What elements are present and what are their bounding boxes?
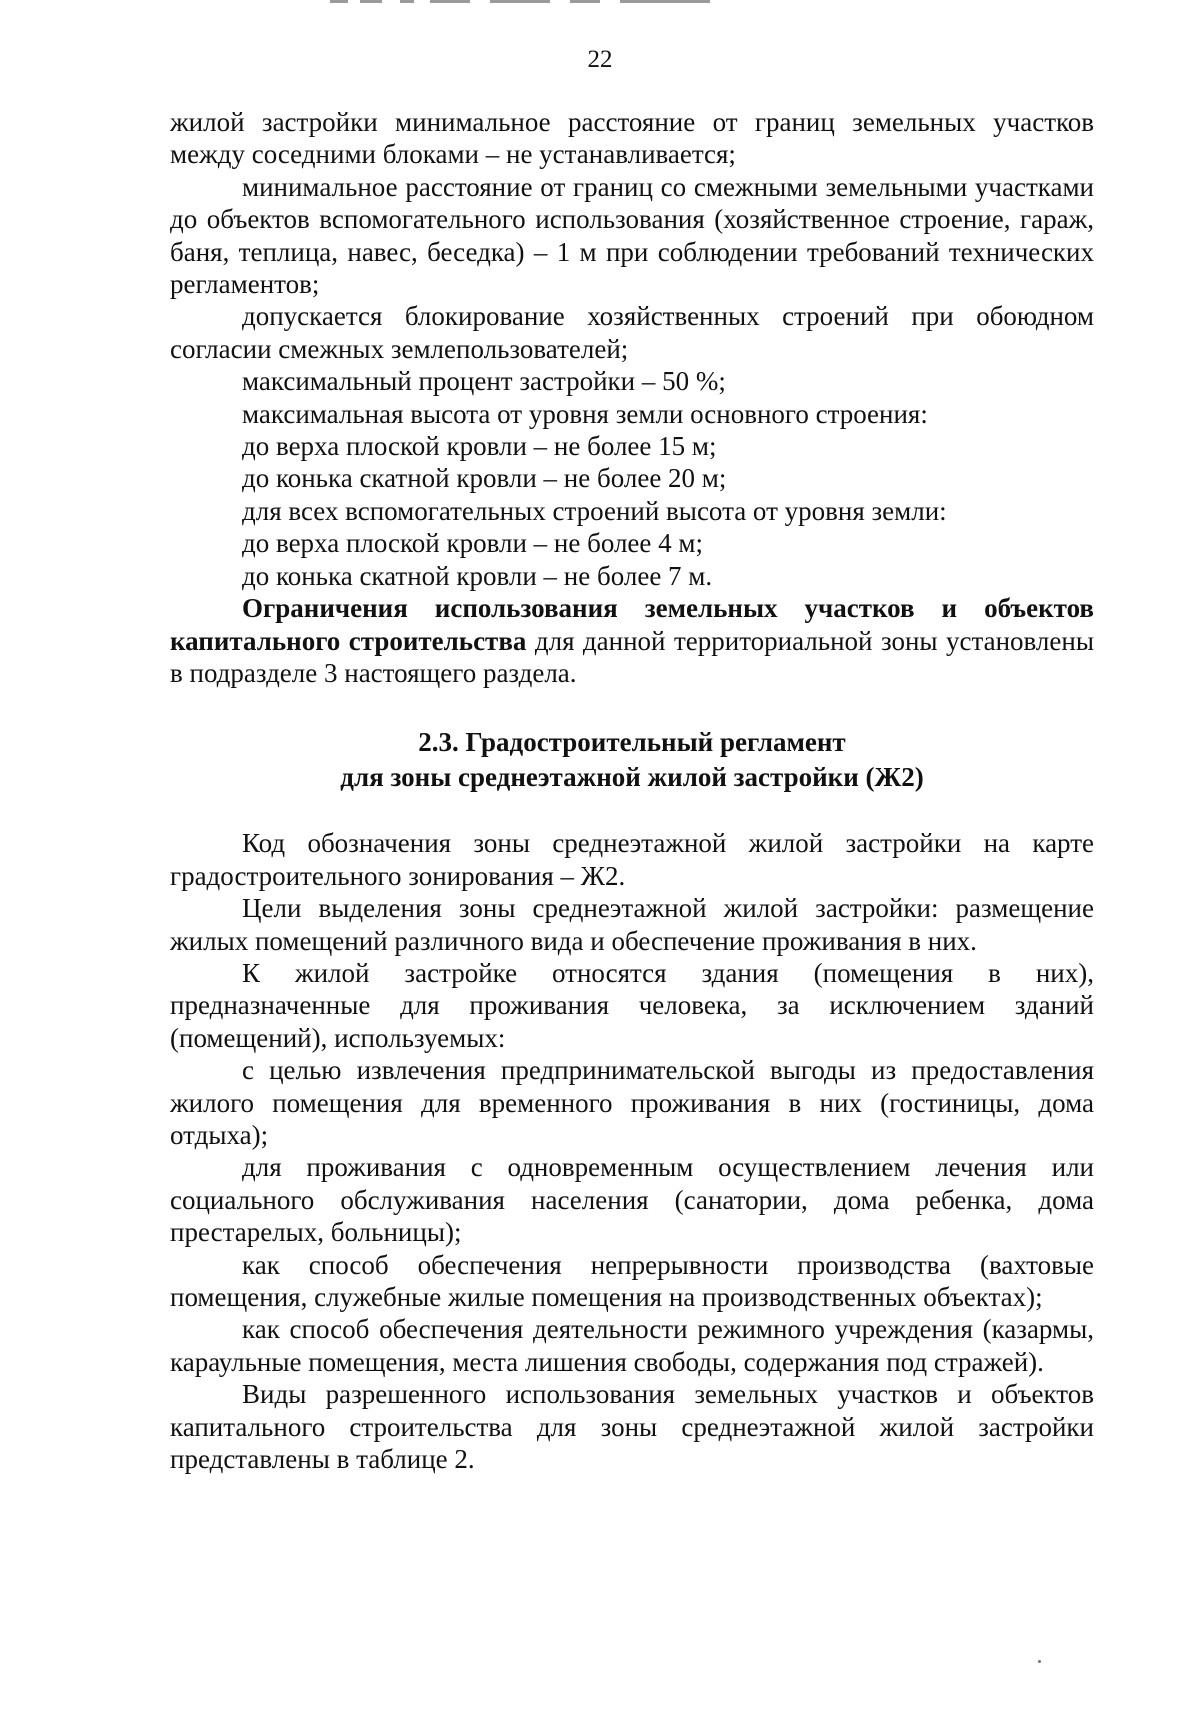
restrictions-paragraph [170, 592, 1094, 689]
paragraph: Виды разрешенного использования земельных участков и объектов капитального строительства для зоны среднеэтажной жилой застройки представлены в таблице 2. [170, 1379, 1094, 1475]
scan-artifact [330, 0, 750, 6]
paragraph: жилой застройки минимальное расстояние от границ земельных участков между соседними блоками – не устанавливается; [170, 107, 1094, 170]
paragraph: К жилой застройке относятся здания (помещения в них), предназначенные для проживания человека, за исключением зданий (помещений), используемых: [170, 957, 1094, 1053]
section-heading-line-1: 2.3. Градостроительный регламент [418, 727, 846, 758]
paragraph: Цели выделения зоны среднеэтажной жилой застройки: размещение жилых помещений различного вида и обеспечение проживания в них. [170, 893, 1094, 956]
paragraph: допускается блокирование хозяйственных строений при обоюдном согласии смежных землепользователей; [170, 301, 1094, 364]
paragraph: до верха плоской кровли – не более 15 м; [242, 431, 717, 462]
paragraph: минимальное расстояние от границ со смежными земельными участками до объектов вспомогательного использования (хозяйственное строение, гараж, баня, теплица, навес, беседка) – 1 м при соблюдении требований технических регламентов; [170, 171, 1094, 300]
page-number: 22 [587, 46, 613, 73]
paragraph: Код обозначения зоны среднеэтажной жилой застройки на карте градостроительного зонирования – Ж2. [170, 828, 1094, 891]
paragraph: как способ обеспечения непрерывности производства (вахтовые помещения, служебные жилые помещения на производственных объектах); [170, 1249, 1094, 1312]
restrictions-bold-lead: Ограничения использования земельных участков и объектов капитального строительства [170, 593, 1094, 656]
paragraph: до конька скатной кровли – не более 7 м. [242, 560, 713, 591]
paragraph: для всех вспомогательных строений высота от уровня земли: [242, 495, 947, 526]
document-body [170, 106, 1094, 1475]
paragraph: максимальная высота от уровня земли основного строения: [242, 398, 928, 429]
restrictions-rest: для данной территориальной зоны установлены в подразделе 3 настоящего раздела. [170, 625, 1094, 688]
paragraph: до конька скатной кровли – не более 20 м; [242, 463, 727, 494]
scan-speck [1038, 1660, 1041, 1663]
paragraph: до верха плоской кровли – не более 4 м; [242, 528, 703, 559]
section-heading-line-2: для зоны среднеэтажной жилой застройки (Ж2) [340, 762, 924, 793]
paragraph: с целью извлечения предпринимательской выгоды из предоставления жилого помещения для временного проживания в них (гостиницы, дома отдыха); [170, 1055, 1094, 1150]
paragraph: максимальный процент застройки – 50 %; [242, 366, 726, 397]
paragraph: как способ обеспечения деятельности режимного учреждения (казармы, караульные помещения, места лишения свободы, содержания под стражей). [170, 1314, 1094, 1377]
paragraph: для проживания с одновременным осуществлением лечения или социального обслуживания населения (санатории, дома ребенка, дома престарелых, больницы); [170, 1152, 1094, 1248]
